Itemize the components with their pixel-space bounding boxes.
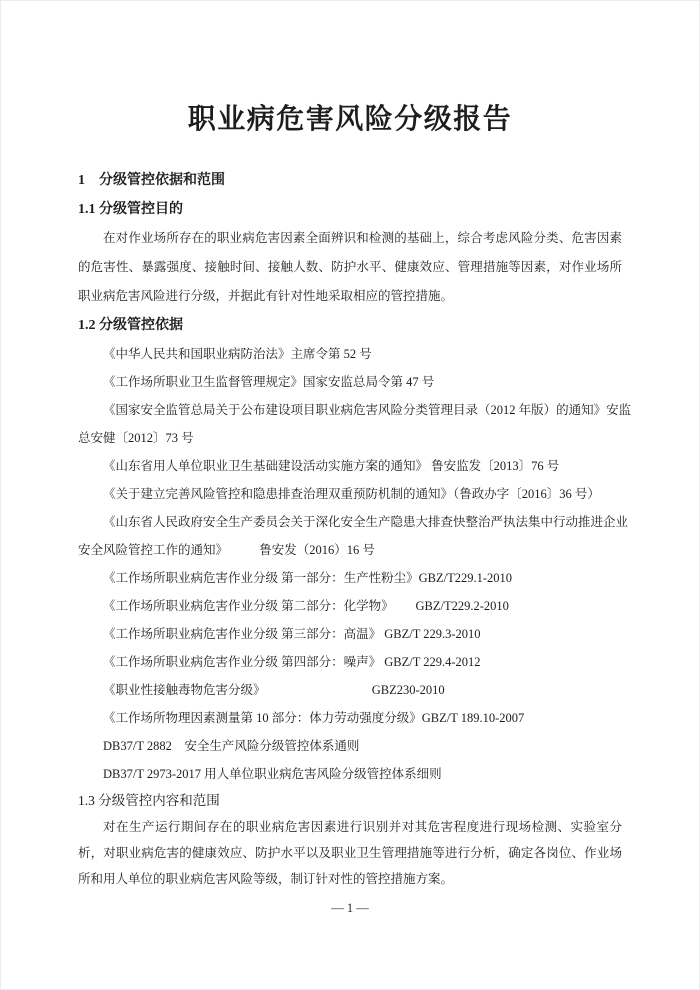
reference-item: DB37/T 2882 安全生产风险分级管控体系通则: [103, 739, 360, 753]
reference-item: 《工作场所物理因素测量第 10 部分：体力劳动强度分级》GBZ/T 189.10-2007: [103, 711, 525, 725]
reference-item: 《工作场所职业病危害作业分级 第一部分：生产性粉尘》GBZ/T229.1-2010: [103, 571, 513, 585]
reference-item: 《山东省人民政府安全生产委员会关于深化安全生产隐患大排查快整治严执法集中行动推进企业: [103, 515, 629, 529]
reference-item: 安全风险管控工作的通知》 鲁安发（2016）16 号: [78, 543, 375, 557]
paragraph-section-1-1: 在对作业场所存在的职业病危害因素全面辨识和检测的基础上，综合考虑风险分类、危害因素的危害性、暴露强度、接触时间、接触人数、防护水平、健康效应、管理措施等因素，对作业场所职业病危害风险进行分级，并据此有针对性地采取相应的管控措施。: [78, 231, 622, 303]
reference-item: 《职业性接触毒物危害分级》 GBZ230-2010: [103, 683, 445, 697]
heading-section-1-1: 1.1 分级管控目的: [78, 202, 183, 217]
reference-item: 《工作场所职业病危害作业分级 第二部分：化学物》 GBZ/T229.2-2010: [103, 599, 509, 613]
reference-item: 《国家安全监管总局关于公布建设项目职业病危害风险分类管理目录（2012 年版）的通知》安监: [103, 403, 632, 417]
reference-item: 《工作场所职业病危害作业分级 第四部分：噪声》 GBZ/T 229.4-2012: [103, 655, 481, 669]
reference-item: 《关于建立完善风险管控和隐患排查治理双重预防机制的通知》（鲁政办字〔2016〕36 号）: [103, 487, 600, 501]
reference-list: [78, 340, 632, 788]
document-title: 职业病危害风险分级报告: [187, 104, 513, 135]
reference-item: 《山东省用人单位职业卫生基础建设活动实施方案的通知》 鲁安监发〔2013〕76 号: [103, 459, 560, 473]
heading-section-1-2: 1.2 分级管控依据: [78, 318, 183, 333]
reference-item: 总安健〔2012〕73 号: [78, 431, 194, 445]
reference-item: 《工作场所职业病危害作业分级 第三部分：高温》 GBZ/T 229.3-2010: [103, 627, 481, 641]
heading-section-1-3: 1.3 分级管控内容和范围: [78, 793, 220, 808]
section-1-3: [78, 788, 622, 892]
heading-section-1: 1 分级管控依据和范围: [78, 173, 225, 188]
paragraph-section-1-3: 对在生产运行期间存在的职业病危害因素进行识别并对其危害程度进行现场检测、实验室分析，对职业病危害的健康效应、防护水平以及职业卫生管理措施等进行分析，确定各岗位、作业场所和用人单位的职业病危害风险等级，制订针对性的管控措施方案。: [78, 820, 622, 886]
page-number: — 1 —: [331, 901, 369, 915]
document-body: [78, 166, 632, 892]
reference-item: 《工作场所职业卫生监督管理规定》国家安监总局令第 47 号: [103, 375, 435, 389]
reference-item: DB37/T 2973-2017 用人单位职业病危害风险分级管控体系细则: [103, 767, 442, 781]
reference-item: 《中华人民共和国职业病防治法》主席令第 52 号: [103, 347, 372, 361]
